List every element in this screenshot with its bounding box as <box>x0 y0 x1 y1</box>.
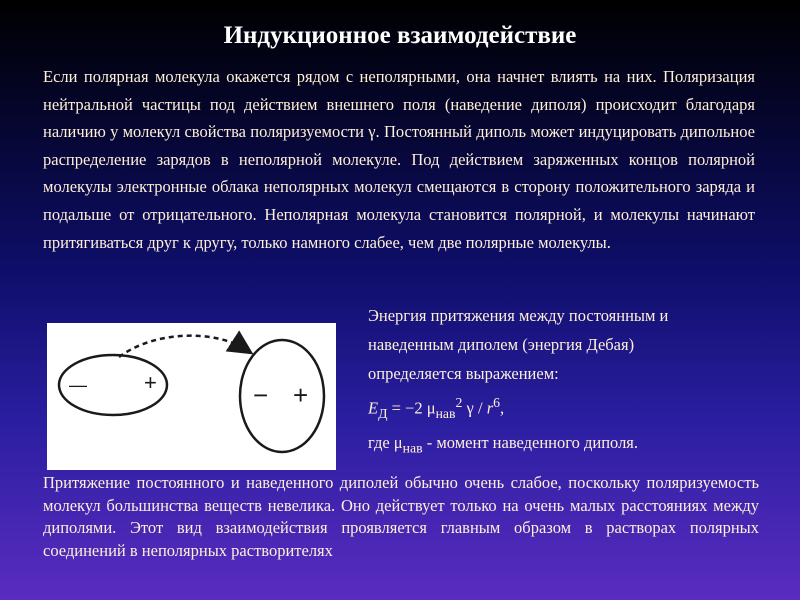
formula-mu-sub: нав <box>435 405 456 421</box>
formula-r-sup: 6 <box>493 395 500 410</box>
left-plus-charge: + <box>144 370 157 395</box>
formula-rhs: γ / <box>462 398 487 418</box>
dipole-diagram-svg <box>47 323 336 470</box>
debye-formula <box>368 388 768 428</box>
where-sub: нав <box>402 440 423 456</box>
energy-line-1: Энергия притяжения между постоянным и <box>368 306 669 325</box>
left-minus-charge: — <box>69 375 87 395</box>
formula-r: r <box>486 398 494 418</box>
where-prefix: где μ <box>368 432 403 452</box>
energy-line-2: наведенным диполем (энергия Дебая) <box>368 335 635 354</box>
where-suffix: - момент наведенного диполя. <box>422 432 639 452</box>
conclusion-paragraph: Притяжение постоянного и наведенного диполей обычно очень слабое, поскольку поляризуемость молекул большинства веществ невелика. Оно действует только на очень малых расстояниях между диполями. Этот вид взаимодействия проявляется главным образом в растворах полярных соединений в неполярных растворителях <box>43 473 759 560</box>
formula-middle: = −2 μ <box>387 398 436 418</box>
formula-end: , <box>499 398 505 418</box>
right-plus-charge: + <box>293 380 309 410</box>
dipole-diagram <box>47 323 336 470</box>
formula-e-sub: Д <box>378 405 388 421</box>
where-line <box>368 428 768 462</box>
intro-paragraph: Если полярная молекула окажется рядом с неполярными, она начнет влиять на них. Поляризация нейтральной частицы под действием внешнего поля (наведение диполя) происходит благодаря наличию у молекул свойства поляризуемости γ. Постоянный диполь может индуцировать дипольное распределение зарядов в неполярной молекуле. Под действием заряженных концов полярной молекулы электронные облака неполярных молекул смещаются в сторону положительного заряда и подальше от отрицательного. Неполярная молекула становится полярной, и молекулы начинают притягиваться друг к другу, только намного слабее, чем две полярные молекулы. <box>43 67 755 252</box>
energy-line-3: определяется выражением: <box>368 364 559 383</box>
formula-mu-sup: 2 <box>455 395 463 410</box>
energy-paragraph <box>368 301 768 462</box>
formula-e: E <box>368 398 379 418</box>
right-minus-charge: − <box>253 380 269 410</box>
slide-title: Индукционное взаимодействие <box>223 22 577 49</box>
interaction-arrow <box>119 336 245 357</box>
